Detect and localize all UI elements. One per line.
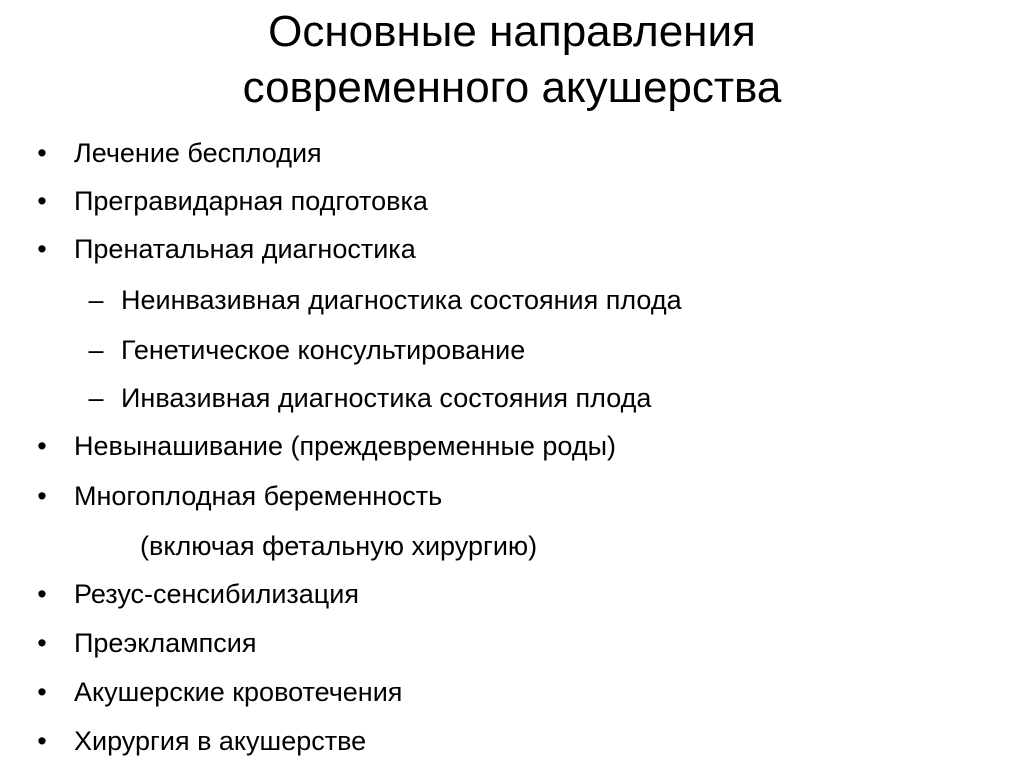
list-item-text: Акушерские кровотечения <box>74 677 403 707</box>
sub-list-item-text: Генетическое консультирование <box>121 335 526 365</box>
dash-marker: – <box>88 383 104 413</box>
bullet-marker: • <box>37 677 47 707</box>
bullet-marker: • <box>37 431 47 461</box>
dash-marker: – <box>88 335 104 365</box>
bullet-marker: • <box>37 579 47 609</box>
list-item-continuation-text: (включая фетальную хирургию) <box>140 531 538 561</box>
list-item-text: Преэклампсия <box>74 628 257 658</box>
list-item-text: Лечение бесплодия <box>74 138 322 168</box>
list-item-text: Хирургия в акушерстве <box>74 726 367 756</box>
sub-list-item-text: Неинвазивная диагностика состояния плода <box>121 285 682 315</box>
title-line-2: современного акушерства <box>242 63 782 112</box>
list-item-text: Невынашивание (преждевременные роды) <box>74 431 616 461</box>
bullet-marker: • <box>37 726 47 756</box>
dash-marker: – <box>88 285 104 315</box>
list-item-text: Резус-сенсибилизация <box>74 579 359 609</box>
title-line-1: Основные направления <box>268 7 756 56</box>
bullet-marker: • <box>37 186 47 216</box>
list-item-text: Многоплодная беременность <box>74 481 443 511</box>
list-item-text: Прегравидарная подготовка <box>74 186 428 216</box>
bullet-marker: • <box>37 234 47 264</box>
sub-list-item-text: Инвазивная диагностика состояния плода <box>121 383 652 413</box>
bullet-marker: • <box>37 138 47 168</box>
list-item-text: Пренатальная диагностика <box>74 234 416 264</box>
bullet-marker: • <box>37 628 47 658</box>
slide-title <box>0 4 1024 116</box>
bullet-marker: • <box>37 481 47 511</box>
